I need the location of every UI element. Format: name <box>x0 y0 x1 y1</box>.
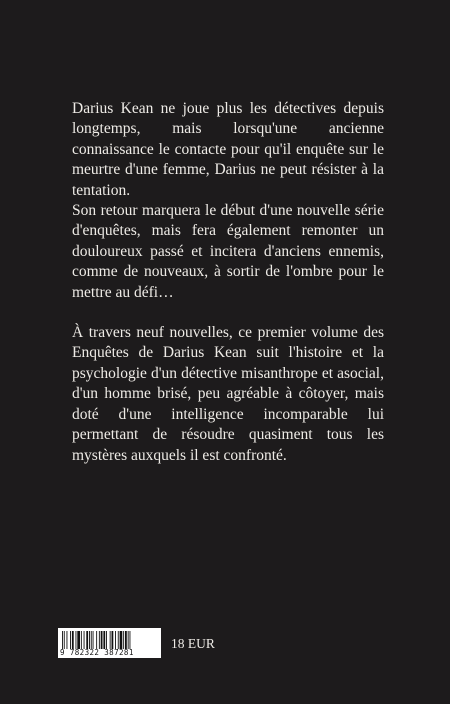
blurb-paragraph-1: Darius Kean ne joue plus les détectives depuis longtemps, mais lorsqu'une ancienne connaissance le contacte pour qu'il enquête sur le meurtre d'une femme, Darius ne peut résister à la tentation. <box>72 100 384 199</box>
barcode-bar <box>76 631 77 649</box>
barcode-bar <box>84 631 85 649</box>
barcode-bar <box>91 631 92 649</box>
barcode-bar <box>112 631 114 649</box>
price-label: 18 EUR <box>171 636 215 651</box>
barcode-bar <box>67 631 68 649</box>
barcode-bars <box>62 631 157 649</box>
barcode-bar <box>62 631 63 649</box>
blurb-text <box>72 99 384 466</box>
blurb-paragraph-2: Son retour marquera le début d'une nouvelle série d'enquêtes, mais fera également remonter un douloureux passé et incitera d'anciens ennemis, comme de nouveaux, à sortir de l'ombre pour le mettre au défi… <box>72 202 384 301</box>
barcode-bar <box>110 631 111 649</box>
barcode-bar <box>101 631 103 649</box>
barcode-bar <box>81 631 82 649</box>
barcode-bar <box>123 631 124 649</box>
barcode-bar <box>86 631 88 649</box>
barcode-bar <box>64 631 65 649</box>
barcode-bar <box>96 631 97 649</box>
barcode-bar <box>93 631 94 649</box>
barcode-bar <box>125 631 127 649</box>
barcode-digits: 9 782322 387281 <box>60 648 134 657</box>
barcode-bar <box>70 631 71 649</box>
barcode-bar <box>89 631 90 649</box>
barcode-bar <box>106 631 107 649</box>
barcode-bar <box>130 631 131 649</box>
barcode-bar <box>120 631 123 649</box>
barcode-bar <box>128 631 129 649</box>
barcode-bar <box>77 631 80 649</box>
barcode-bar <box>118 631 119 649</box>
isbn-barcode <box>58 628 161 658</box>
barcode-bar <box>115 631 116 649</box>
barcode-bar <box>99 631 100 649</box>
blurb-paragraph-3: À travers neuf nouvelles, ce premier volume des Enquêtes de Darius Kean suit l'histoire et la psychologie d'un détective misanthrope et asocial, d'un homme brisé, peu agréable à côtoyer, mais doté d'une intelligence incomparable lui permettant de résoudre quasiment tous les mystères auxquels il est confronté. <box>72 324 384 464</box>
barcode-bar <box>72 631 74 649</box>
barcode-bar <box>103 631 105 649</box>
